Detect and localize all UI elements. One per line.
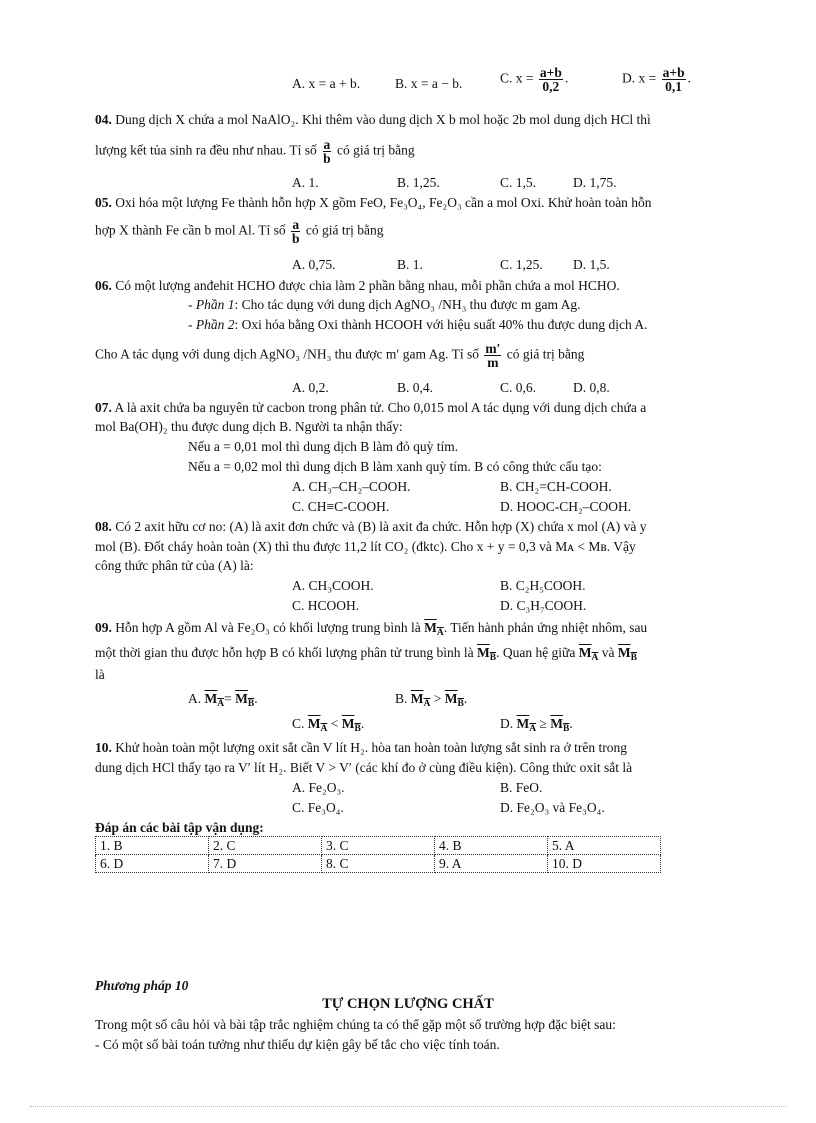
q05-option-d: D. 1,5. — [573, 257, 610, 272]
q06-option-c: C. 0,6. — [500, 380, 537, 395]
q06-option-a: A. 0,2. — [292, 380, 329, 395]
answer-cell: 4. B — [435, 837, 548, 855]
q06-part1: - Phần 1: Cho tác dụng với dung dịch AgNO₃ /NH₃ thu được m gam Ag. — [188, 297, 581, 312]
q04-line1: 04. Dung dịch X chứa a mol NaAlO₂. Khi thêm vào dung dịch X b mol hoặc 2b mol dung dịch HCl thì — [95, 112, 651, 127]
q07-line1: 07. A là axit chứa ba nguyên tử cacbon trong phân tử. Cho 0,015 mol A tác dụng với dung dịch chứa a — [95, 400, 647, 415]
answer-cell: 5. A — [548, 837, 661, 855]
q04-option-b: B. 1,25. — [397, 175, 440, 190]
q09-line1: 09. Hỗn hợp A gồm Al và Fe₂O₃ có khối lượng trung bình là $M_A$. Tiến hành phản ứng nhiệt nhôm, sau — [95, 620, 648, 638]
q07-option-c: C. CH≡C-COOH. — [292, 499, 390, 514]
q07-line4: Nếu a = 0,02 mol thì dung dịch B làm xanh quỳ tím. B có công thức cấu tạo: — [188, 459, 602, 474]
q09-option-b: B. $M_A > M_B$. — [395, 691, 468, 709]
answer-cell: 6. D — [96, 855, 209, 873]
section-paragraph-1: Trong một số câu hỏi và bài tập trắc nghiệm chúng ta có thể gặp một số trường hợp đặc biệt sau: — [95, 1017, 616, 1032]
q05-line2: hợp X thành Fe cần b mol Al. Tỉ số $\frac{a}{b}$ có giá trị bằng — [95, 217, 384, 246]
q08-line1: 08. Có 2 axit hữu cơ no: (A) là axit đơn chức và (B) là axit đa chức. Hỗn hợp (X) chứa x mol (A) và y — [95, 519, 647, 534]
q09-line3: là — [95, 667, 105, 682]
q03-option-c: C. x = $\frac{a+b}{0,2}$ . — [500, 65, 569, 94]
q06-option-b: B. 0,4. — [397, 380, 434, 395]
answer-cell: 10. D — [548, 855, 661, 873]
q10-option-d: D. Fe₂O₃ và Fe₃O₄. — [500, 800, 605, 815]
q04-ratio-fraction: $\frac{a}{b}$ — [323, 137, 331, 166]
q08-line2: mol (B). Đốt cháy hoàn toàn (X) thì thu được 11,2 lít CO₂ (đktc). Cho x + y = 0,3 và Mᴀ < Mʙ. Vậy — [95, 539, 636, 554]
q03-d-fraction: $\frac{a+b}{0,1}$ — [662, 65, 685, 94]
q05-option-c: C. 1,25. — [500, 257, 543, 272]
section-title: TỰ CHỌN LƯỢNG CHẤT — [322, 996, 494, 1012]
q06-line1: 06. Có một lượng anđehit HCHO được chia làm 2 phần bằng nhau, mỗi phần chứa a mol HCHO. — [95, 278, 620, 293]
q05-option-b: B. 1. — [397, 257, 423, 272]
q07-line3: Nếu a = 0,01 mol thì dung dịch B làm đỏ quỳ tím. — [188, 439, 459, 454]
mean-mass-a: $M_A$ — [424, 620, 444, 638]
footer-divider — [30, 1106, 786, 1107]
q08-option-c: C. HCOOH. — [292, 598, 360, 613]
q04-option-a: A. 1. — [292, 175, 319, 190]
q08-option-b: B. C₂H₅COOH. — [500, 578, 586, 593]
q09-option-a: A. $M_A= M_B$. — [188, 691, 258, 709]
q05-option-a: A. 0,75. — [292, 257, 336, 272]
q04-line2: lượng kết tủa sinh ra đều như nhau. Tỉ số $\frac{a}{b}$ có giá trị bằng — [95, 137, 415, 166]
q09-option-c: C. $M_A < M_B$. — [292, 716, 365, 734]
q03-option-d: D. x = $\frac{a+b}{0,1}$ . — [622, 65, 691, 94]
q04-option-c: C. 1,5. — [500, 175, 537, 190]
answer-cell: 2. C — [209, 837, 322, 855]
q07-option-a: A. CH₃–CH₂–COOH. — [292, 479, 411, 494]
q05-ratio-fraction: $\frac{a}{b}$ — [292, 217, 300, 246]
q03-c-fraction: $\frac{a+b}{0,2}$ — [539, 65, 562, 94]
method-heading: Phương pháp 10 — [95, 978, 189, 993]
q08-option-a: A. CH₃COOH. — [292, 578, 374, 593]
answers-title: Đáp án các bài tập vận dụng: — [95, 820, 264, 835]
q04-option-d: D. 1,75. — [573, 175, 617, 190]
q10-option-b: B. FeO. — [500, 780, 543, 795]
table-row — [96, 837, 661, 855]
answers-table — [95, 836, 661, 873]
answer-cell: 3. C — [322, 837, 435, 855]
section-paragraph-2: - Có một số bài toán tưởng như thiếu dự kiện gây bế tắc cho việc tính toán. — [95, 1037, 500, 1052]
q08-line3: công thức phân tử của (A) là: — [95, 558, 254, 573]
answer-cell: 8. C — [322, 855, 435, 873]
q09-line2: một thời gian thu được hỗn hợp B có khối lượng phân tử trung bình là $M_B$. Quan hệ giữa $M_A$ và $M_B$ — [95, 645, 637, 663]
q03-option-b: B. x = a − b. — [395, 76, 463, 91]
q04-number: 04. — [95, 112, 112, 127]
q03-option-a: A. x = a + b. — [292, 76, 361, 91]
q10-line1: 10. Khử hoàn toàn một lượng oxit sắt cần V lít H₂. hòa tan hoàn toàn lượng sắt sinh ra ở trên trong — [95, 740, 627, 755]
answer-cell: 9. A — [435, 855, 548, 873]
q10-option-a: A. Fe₂O₃. — [292, 780, 345, 795]
q07-option-b: B. CH₂=CH-COOH. — [500, 479, 612, 494]
q07-line2: mol Ba(OH)₂ thu được dung dịch B. Người ta nhận thấy: — [95, 419, 403, 434]
answer-cell: 1. B — [96, 837, 209, 855]
q05-line1: 05. Oxi hóa một lượng Fe thành hỗn hợp X gồm FeO, Fe₃O₄, Fe₂O₃ cần a mol Oxi. Khử hoàn toàn hỗn — [95, 195, 652, 210]
answer-cell: 7. D — [209, 855, 322, 873]
q10-option-c: C. Fe₃O₄. — [292, 800, 344, 815]
table-row — [96, 855, 661, 873]
mean-mass-b: $M_B$ — [476, 645, 497, 663]
q09-option-d: D. $M_A \ge M_B$. — [500, 716, 573, 734]
q08-option-d: D. C₃H₇COOH. — [500, 598, 587, 613]
q07-option-d: D. HOOC-CH₂–COOH. — [500, 499, 632, 514]
q06-ratio-fraction: $\frac{m'}{m}$ — [485, 341, 501, 370]
q10-line2: dung dịch HCl thấy tạo ra V′ lít H₂. Biết V > V′ (các khí đo ở cùng điều kiện). Công thức oxit sắt là — [95, 760, 633, 775]
q06-part2: - Phần 2: Oxi hóa bằng Oxi thành HCOOH với hiệu suất 40% thu được dung dịch A. — [188, 317, 648, 332]
q06-option-d: D. 0,8. — [573, 380, 610, 395]
q06-line4: Cho A tác dụng với dung dịch AgNO₃ /NH₃ thu được m′ gam Ag. Tỉ số $\frac{m'}{m}$ có giá trị bằng — [95, 341, 585, 370]
